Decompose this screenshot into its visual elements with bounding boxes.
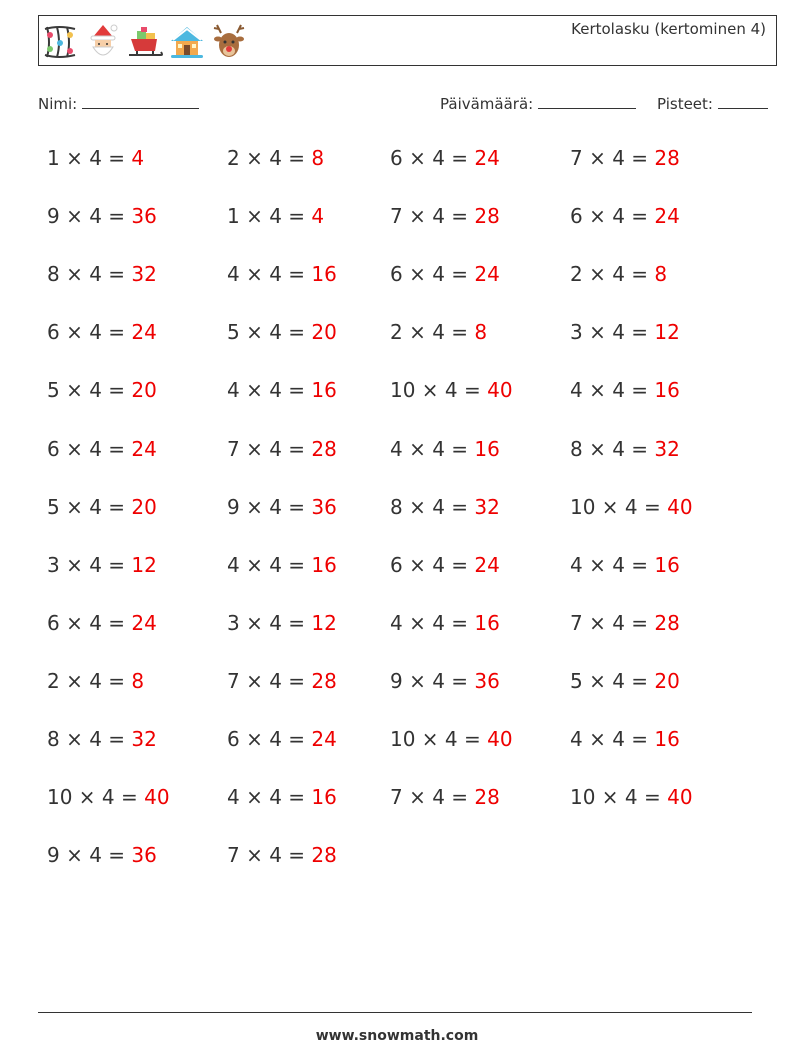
problem-question: 8 × 4 =: [47, 727, 126, 751]
problem-answer: 24: [474, 262, 500, 287]
problem-item: [227, 666, 337, 696]
problem-item: [227, 724, 337, 754]
problem-question: 6 × 4 =: [390, 552, 469, 577]
problem-item: [390, 608, 500, 638]
problem-question: 6 × 4 =: [47, 436, 126, 461]
problem-item: [47, 840, 157, 870]
problem-item: [47, 608, 157, 638]
problem-item: [570, 259, 667, 289]
problem-answer: 24: [131, 320, 157, 345]
problem-question: 9 × 4 =: [47, 204, 126, 229]
problem-question: 2 × 4 =: [570, 262, 649, 287]
problem-question: 10 × 4 =: [390, 727, 481, 751]
reindeer-icon: [211, 23, 247, 61]
problem-item: [570, 375, 680, 405]
problem-question: 7 × 4 =: [390, 204, 469, 229]
problem-item: [390, 317, 487, 347]
problem-item: [570, 201, 680, 231]
problem-question: 8 × 4 =: [390, 494, 469, 519]
problem-question: 3 × 4 =: [47, 552, 126, 577]
problem-question: 7 × 4 =: [570, 146, 649, 170]
problem-answer: 28: [654, 610, 680, 635]
problem-answer: 40: [667, 785, 693, 810]
problem-answer: 8: [311, 146, 325, 170]
problem-item: [227, 840, 337, 870]
problem-question: 9 × 4 =: [227, 494, 306, 519]
problem-answer: 24: [474, 146, 500, 170]
problem-question: 3 × 4 =: [570, 320, 649, 345]
problem-answer: 12: [654, 320, 680, 345]
problem-question: 4 × 4 =: [570, 552, 649, 577]
problem-answer: 32: [474, 494, 500, 519]
problem-item: [47, 782, 170, 812]
problem-question: 7 × 4 =: [390, 785, 469, 810]
problem-question: 7 × 4 =: [227, 668, 306, 693]
problem-item: [47, 259, 157, 289]
problem-answer: 28: [311, 843, 337, 868]
problem-question: 10 × 4 =: [390, 378, 481, 403]
problem-item: [570, 782, 693, 812]
problem-answer: 16: [311, 552, 337, 577]
problem-question: 6 × 4 =: [390, 146, 469, 170]
problem-item: [227, 375, 337, 405]
name-blank: [82, 94, 199, 109]
problem-answer: 8: [131, 668, 145, 693]
problem-item: [390, 492, 500, 522]
problem-answer: 32: [131, 262, 157, 287]
problem-answer: 24: [131, 610, 157, 635]
problem-answer: 16: [311, 378, 337, 403]
problem-answer: 24: [311, 727, 337, 751]
problem-item: [227, 434, 337, 464]
problem-answer: 16: [311, 785, 337, 810]
problem-item: [47, 375, 157, 405]
date-field: [440, 94, 636, 113]
problem-answer: 28: [474, 204, 500, 229]
problem-item: [227, 492, 337, 522]
problem-answer: 40: [487, 378, 513, 403]
problem-answer: 28: [311, 668, 337, 693]
date-blank: [538, 94, 636, 109]
header-icons: [43, 22, 247, 62]
problem-answer: 40: [487, 727, 513, 751]
problem-item: [227, 143, 324, 173]
score-blank: [718, 94, 768, 109]
score-field: [657, 94, 768, 113]
problem-answer: 16: [474, 436, 500, 461]
problem-question: 8 × 4 =: [570, 436, 649, 461]
name-field: [38, 94, 199, 113]
problem-question: 2 × 4 =: [390, 320, 469, 345]
problem-question: 4 × 4 =: [227, 552, 306, 577]
problem-answer: 8: [474, 320, 488, 345]
problem-answer: 36: [474, 668, 500, 693]
problem-item: [47, 724, 157, 754]
problem-question: 9 × 4 =: [47, 843, 126, 868]
problem-answer: 20: [131, 494, 157, 519]
problem-question: 4 × 4 =: [390, 610, 469, 635]
problem-item: [47, 201, 157, 231]
problem-answer: 32: [654, 436, 680, 461]
problem-item: [47, 550, 157, 580]
lights-icon: [43, 23, 79, 61]
problem-question: 5 × 4 =: [47, 494, 126, 519]
problem-item: [570, 317, 680, 347]
problem-answer: 40: [667, 494, 693, 519]
problem-question: 9 × 4 =: [390, 668, 469, 693]
problem-item: [390, 434, 500, 464]
problem-answer: 36: [131, 843, 157, 868]
problem-question: 10 × 4 =: [570, 494, 661, 519]
worksheet-title: Kertolasku (kertominen 4): [571, 20, 766, 38]
problem-question: 6 × 4 =: [570, 204, 649, 229]
problem-question: 5 × 4 =: [227, 320, 306, 345]
footer-website: www.snowmath.com: [315, 1028, 479, 1044]
problem-question: 6 × 4 =: [227, 727, 306, 751]
problem-answer: 16: [654, 727, 680, 751]
problem-answer: 24: [474, 552, 500, 577]
problem-item: [570, 143, 680, 173]
problem-item: [390, 724, 513, 754]
problem-question: 7 × 4 =: [227, 436, 306, 461]
problem-question: 4 × 4 =: [227, 262, 306, 287]
worksheet-header: [38, 15, 777, 66]
problem-item: [570, 550, 680, 580]
problem-answer: 24: [654, 204, 680, 229]
problem-item: [47, 666, 144, 696]
problem-question: 4 × 4 =: [227, 378, 306, 403]
problem-question: 4 × 4 =: [227, 785, 306, 810]
problem-answer: 16: [311, 262, 337, 287]
problem-answer: 36: [131, 204, 157, 229]
problem-item: [390, 201, 500, 231]
problem-answer: 20: [131, 378, 157, 403]
problem-item: [570, 492, 693, 522]
problem-answer: 32: [131, 727, 157, 751]
date-label: Päivämäärä:: [440, 95, 534, 113]
name-label: Nimi:: [38, 95, 78, 113]
problem-answer: 28: [311, 436, 337, 461]
problem-question: 10 × 4 =: [570, 785, 661, 810]
problem-answer: 28: [474, 785, 500, 810]
problem-question: 4 × 4 =: [570, 378, 649, 403]
problem-question: 4 × 4 =: [570, 727, 649, 751]
problem-item: [390, 259, 500, 289]
problem-question: 1 × 4 =: [227, 204, 306, 229]
problem-answer: 16: [654, 552, 680, 577]
santa-icon: [85, 23, 121, 61]
score-label: Pisteet:: [657, 95, 713, 113]
problem-answer: 36: [311, 494, 337, 519]
problem-question: 7 × 4 =: [570, 610, 649, 635]
problem-item: [390, 375, 513, 405]
problem-answer: 24: [131, 436, 157, 461]
problem-item: [227, 259, 337, 289]
problem-question: 5 × 4 =: [47, 378, 126, 403]
sleigh-icon: [127, 23, 163, 61]
problem-answer: 12: [131, 552, 157, 577]
problem-answer: 28: [654, 146, 680, 170]
problem-answer: 8: [654, 262, 668, 287]
problem-item: [390, 666, 500, 696]
problem-item: [227, 782, 337, 812]
problem-question: 8 × 4 =: [47, 262, 126, 287]
problem-question: 6 × 4 =: [47, 320, 126, 345]
problem-question: 3 × 4 =: [227, 610, 306, 635]
house-icon: [169, 23, 205, 61]
problem-question: 4 × 4 =: [390, 436, 469, 461]
problem-item: [570, 666, 680, 696]
problem-item: [227, 550, 337, 580]
problem-question: 10 × 4 =: [47, 785, 138, 810]
problem-question: 6 × 4 =: [390, 262, 469, 287]
problem-answer: 4: [131, 146, 145, 170]
problem-item: [47, 434, 157, 464]
problem-question: 2 × 4 =: [227, 146, 306, 170]
problem-answer: 20: [654, 668, 680, 693]
problem-answer: 40: [144, 785, 170, 810]
problem-item: [47, 143, 144, 173]
problem-item: [227, 317, 337, 347]
problem-answer: 4: [311, 204, 325, 229]
problem-item: [570, 608, 680, 638]
problem-question: 1 × 4 =: [47, 146, 126, 170]
problem-item: [570, 724, 680, 754]
problem-answer: 12: [311, 610, 337, 635]
problem-item: [390, 550, 500, 580]
problem-question: 2 × 4 =: [47, 668, 126, 693]
problem-question: 5 × 4 =: [570, 668, 649, 693]
problem-item: [227, 608, 337, 638]
problem-item: [390, 782, 500, 812]
problem-item: [227, 201, 324, 231]
problem-item: [47, 492, 157, 522]
problem-item: [390, 143, 500, 173]
problem-question: 7 × 4 =: [227, 843, 306, 868]
problem-question: 6 × 4 =: [47, 610, 126, 635]
problem-item: [570, 434, 680, 464]
problem-item: [47, 317, 157, 347]
footer-divider: [38, 1012, 752, 1013]
problem-answer: 16: [654, 378, 680, 403]
problem-answer: 16: [474, 610, 500, 635]
problem-answer: 20: [311, 320, 337, 345]
